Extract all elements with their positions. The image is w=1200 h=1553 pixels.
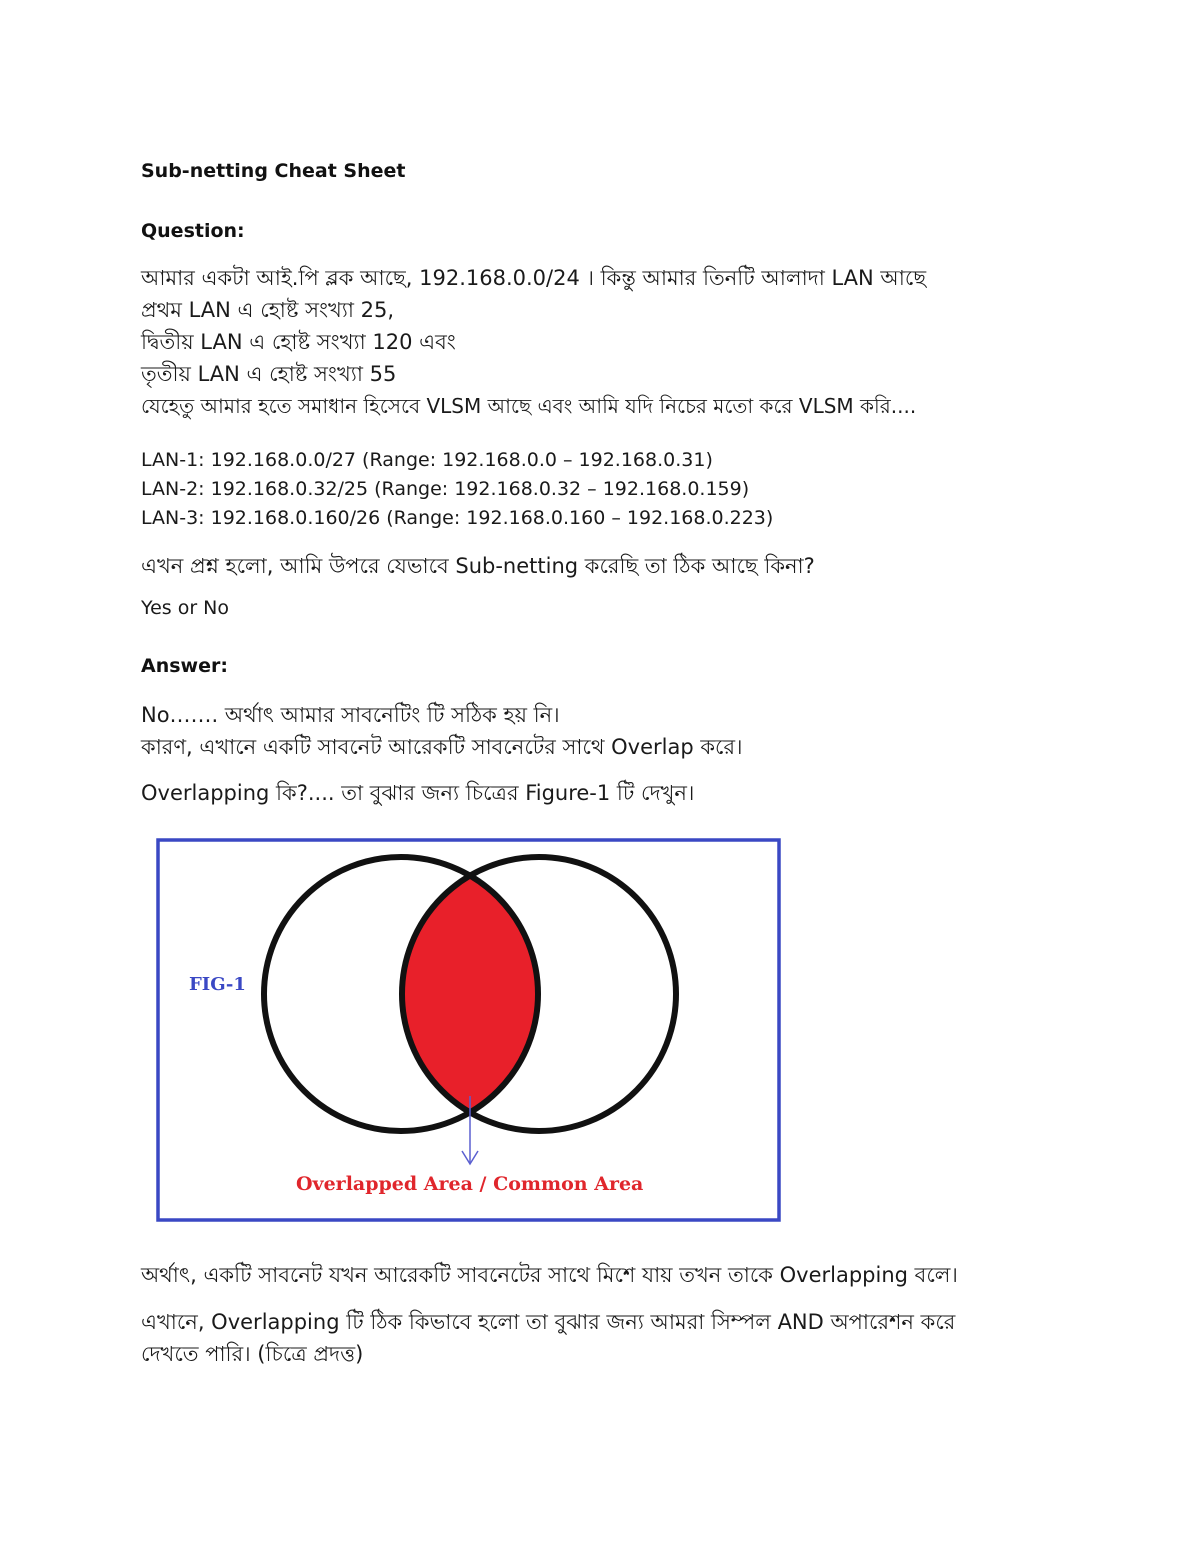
answer-heading: Answer: — [141, 655, 228, 677]
venn-figure — [156, 838, 781, 1222]
figure-label: FIG-1 — [189, 974, 246, 995]
answer-line: No……. অর্থাৎ আমার সাবনেটিং টি সঠিক হয় নি। — [141, 703, 560, 727]
closing-line: দেখতে পারি। (চিত্রে প্রদত্ত) — [141, 1342, 364, 1366]
lan-line: LAN-2: 192.168.0.32/25 (Range: 192.168.0.32 – 192.168.0.159) — [141, 478, 750, 500]
figure-caption: Overlapped Area / Common Area — [296, 1173, 644, 1195]
question-heading: Question: — [141, 220, 245, 242]
overlap-question: Overlapping কি?.... তা বুঝার জন্য চিত্রের Figure-1 টি দেখুন। — [141, 781, 695, 805]
closing-line: এখানে, Overlapping টি ঠিক কিভাবে হলো তা বুঝার জন্য আমরা সিম্পল AND অপারেশন করে — [141, 1310, 956, 1334]
question-prompt: এখন প্রশ্ন হলো, আমি উপরে যেভাবে Sub-netting করেছি তা ঠিক আছে কিনা? — [141, 554, 815, 578]
options-text: Yes or No — [141, 597, 230, 619]
venn-diagram — [156, 838, 781, 1222]
explanation-line: অর্থাৎ, একটি সাবনেট যখন আরেকটি সাবনেটের সাথে মিশে যায় তখন তাকে Overlapping বলে। — [141, 1263, 958, 1287]
question-line: তৃতীয় LAN এ হোষ্ট সংখ্যা 55 — [141, 362, 397, 386]
question-line: যেহেতু আমার হতে সমাধান হিসেবে VLSM আছে এবং আমি যদি নিচের মতো করে VLSM করি.... — [141, 394, 917, 418]
lan-line: LAN-3: 192.168.0.160/26 (Range: 192.168.0.160 – 192.168.0.223) — [141, 507, 774, 529]
question-line: আমার একটা আই.পি ব্লক আছে, 192.168.0.0/24 । কিন্তু আমার তিনটি আলাদা LAN আছে — [141, 266, 927, 290]
answer-line: কারণ, এখানে একটি সাবনেট আরেকটি সাবনেটের সাথে Overlap করে। — [141, 735, 743, 759]
lan-line: LAN-1: 192.168.0.0/27 (Range: 192.168.0.0 – 192.168.0.31) — [141, 449, 713, 471]
question-line: দ্বিতীয় LAN এ হোষ্ট সংখ্যা 120 এবং — [141, 330, 456, 354]
question-line: প্রথম LAN এ হোষ্ট সংখ্যা 25, — [141, 298, 395, 322]
page-title: Sub-netting Cheat Sheet — [141, 160, 406, 182]
